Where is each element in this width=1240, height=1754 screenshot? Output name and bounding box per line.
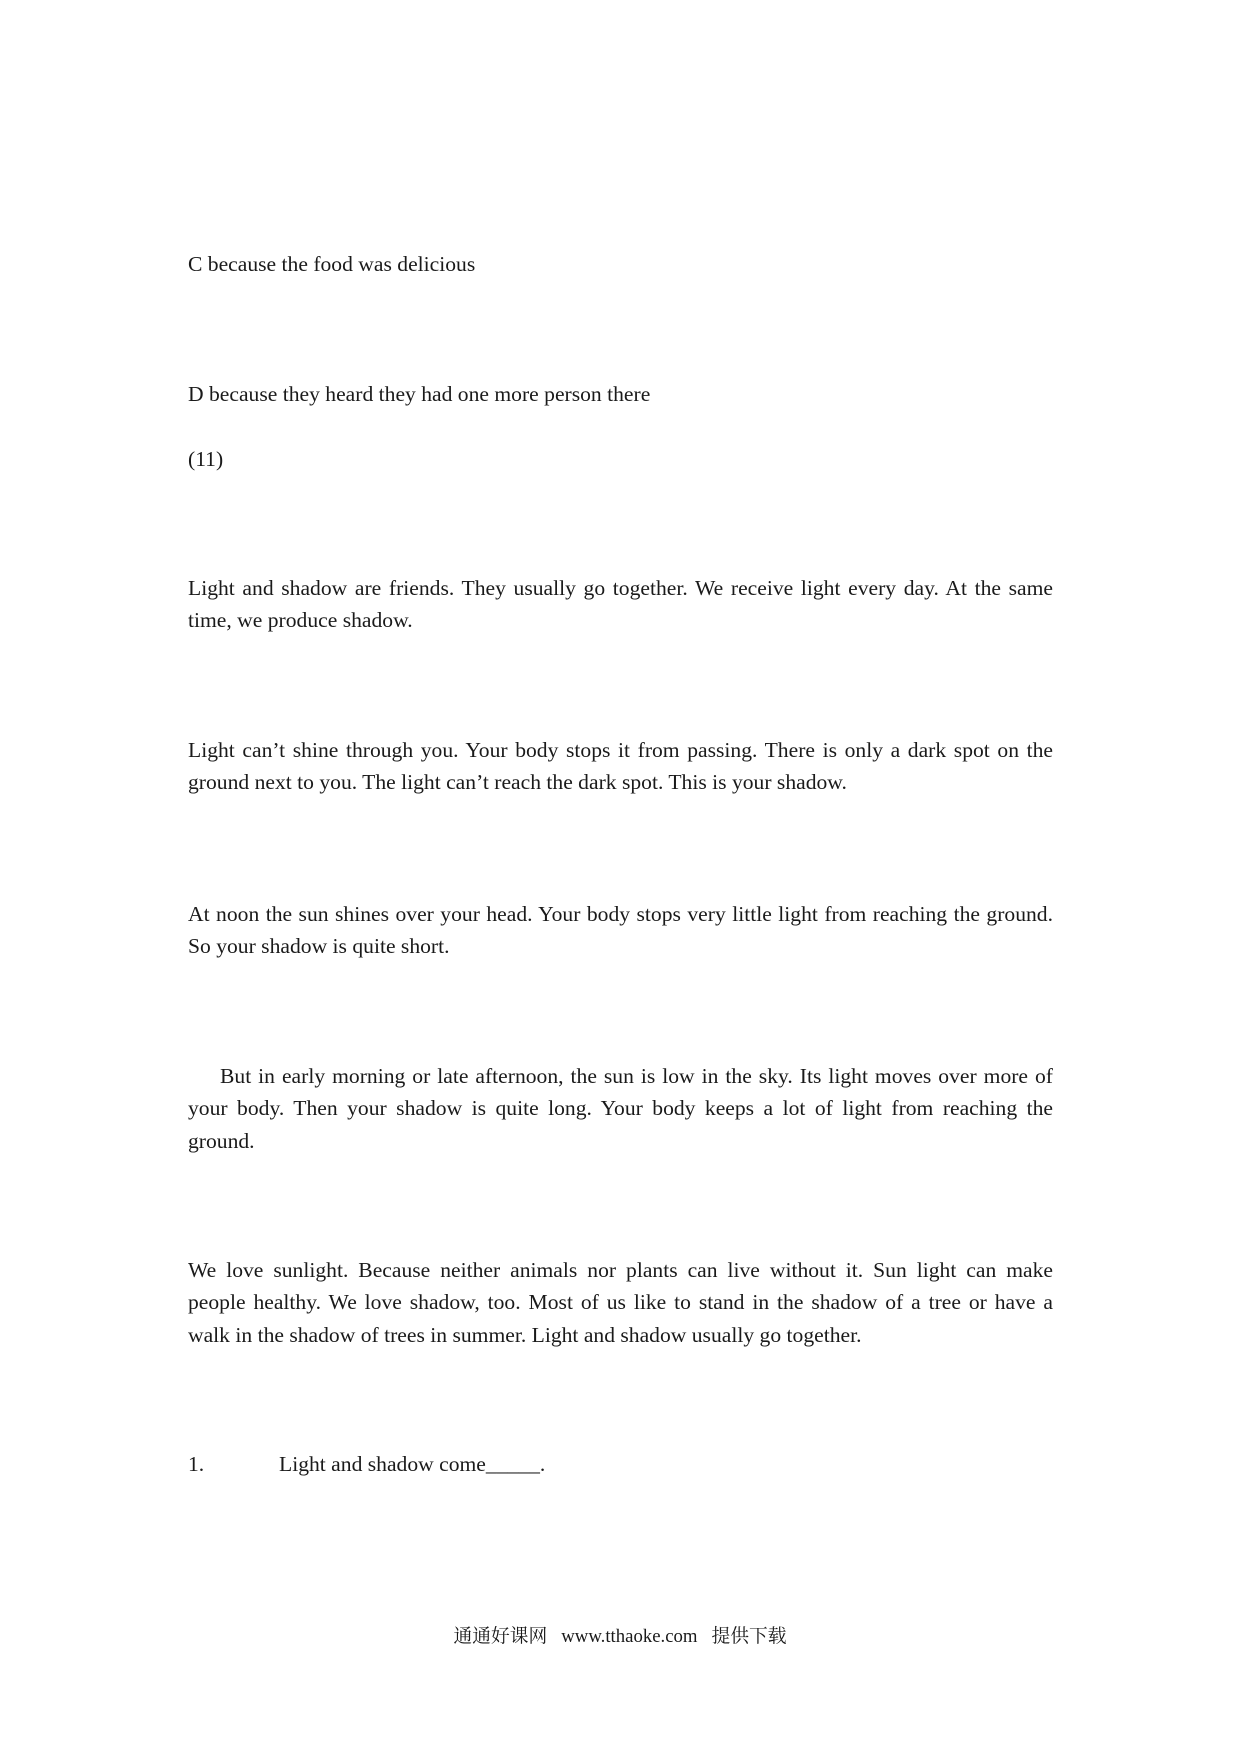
passage-paragraph bbox=[188, 1254, 1053, 1351]
option-d-text: D because they heard they had one more person there bbox=[188, 382, 651, 406]
paragraph-line: walk in the shadow of trees in summer. Light and shadow usually go together. bbox=[188, 1322, 862, 1347]
paragraph-line: Light and shadow are friends. They usually go together. We receive light every day. At the same bbox=[188, 576, 1053, 600]
paragraph-line: So your shadow is quite short. bbox=[188, 934, 450, 959]
paragraph-line: ground next to you. The light can’t reach the dark spot. This is your shadow. bbox=[188, 770, 847, 795]
page-footer bbox=[0, 1625, 1240, 1649]
passage-paragraph bbox=[188, 1060, 1053, 1157]
passage-number bbox=[188, 443, 1053, 475]
passage-number-text: (11) bbox=[188, 447, 224, 471]
answer-option-d bbox=[188, 378, 1053, 410]
paragraph-line: We love sunlight. Because neither animals nor plants can live without it. Sun light can make bbox=[188, 1258, 1053, 1282]
paragraph-line: ground. bbox=[188, 1128, 255, 1153]
paragraph-line: Light can’t shine through you. Your body stops it from passing. There is only a dark spot on the bbox=[188, 738, 1053, 762]
paragraph-line: people healthy. We love shadow, too. Most of us like to stand in the shadow of a tree or have a bbox=[188, 1290, 1053, 1315]
paragraph-line: time, we produce shadow. bbox=[188, 608, 413, 633]
answer-option-c bbox=[188, 248, 1053, 280]
footer-brand: 通通好课网 bbox=[453, 1626, 548, 1647]
footer-url: www.tthaoke.com bbox=[561, 1626, 698, 1647]
question-text: Light and shadow come_____. bbox=[279, 1452, 546, 1476]
footer-suffix: 提供下载 bbox=[711, 1626, 787, 1647]
paragraph-line: your body. Then your shadow is quite long. Your body keeps a lot of light from reaching the bbox=[188, 1096, 1053, 1121]
paragraph-line: But in early morning or late afternoon, the sun is low in the sky. Its light moves over more of bbox=[220, 1064, 1053, 1088]
question-number: 1. bbox=[188, 1452, 205, 1476]
option-c-text: C because the food was delicious bbox=[188, 252, 476, 276]
passage-paragraph bbox=[188, 734, 1053, 799]
paragraph-line: At noon the sun shines over your head. Your body stops very little light from reaching the ground. bbox=[188, 902, 1053, 926]
passage-paragraph bbox=[188, 898, 1053, 963]
passage-paragraph bbox=[188, 572, 1053, 637]
